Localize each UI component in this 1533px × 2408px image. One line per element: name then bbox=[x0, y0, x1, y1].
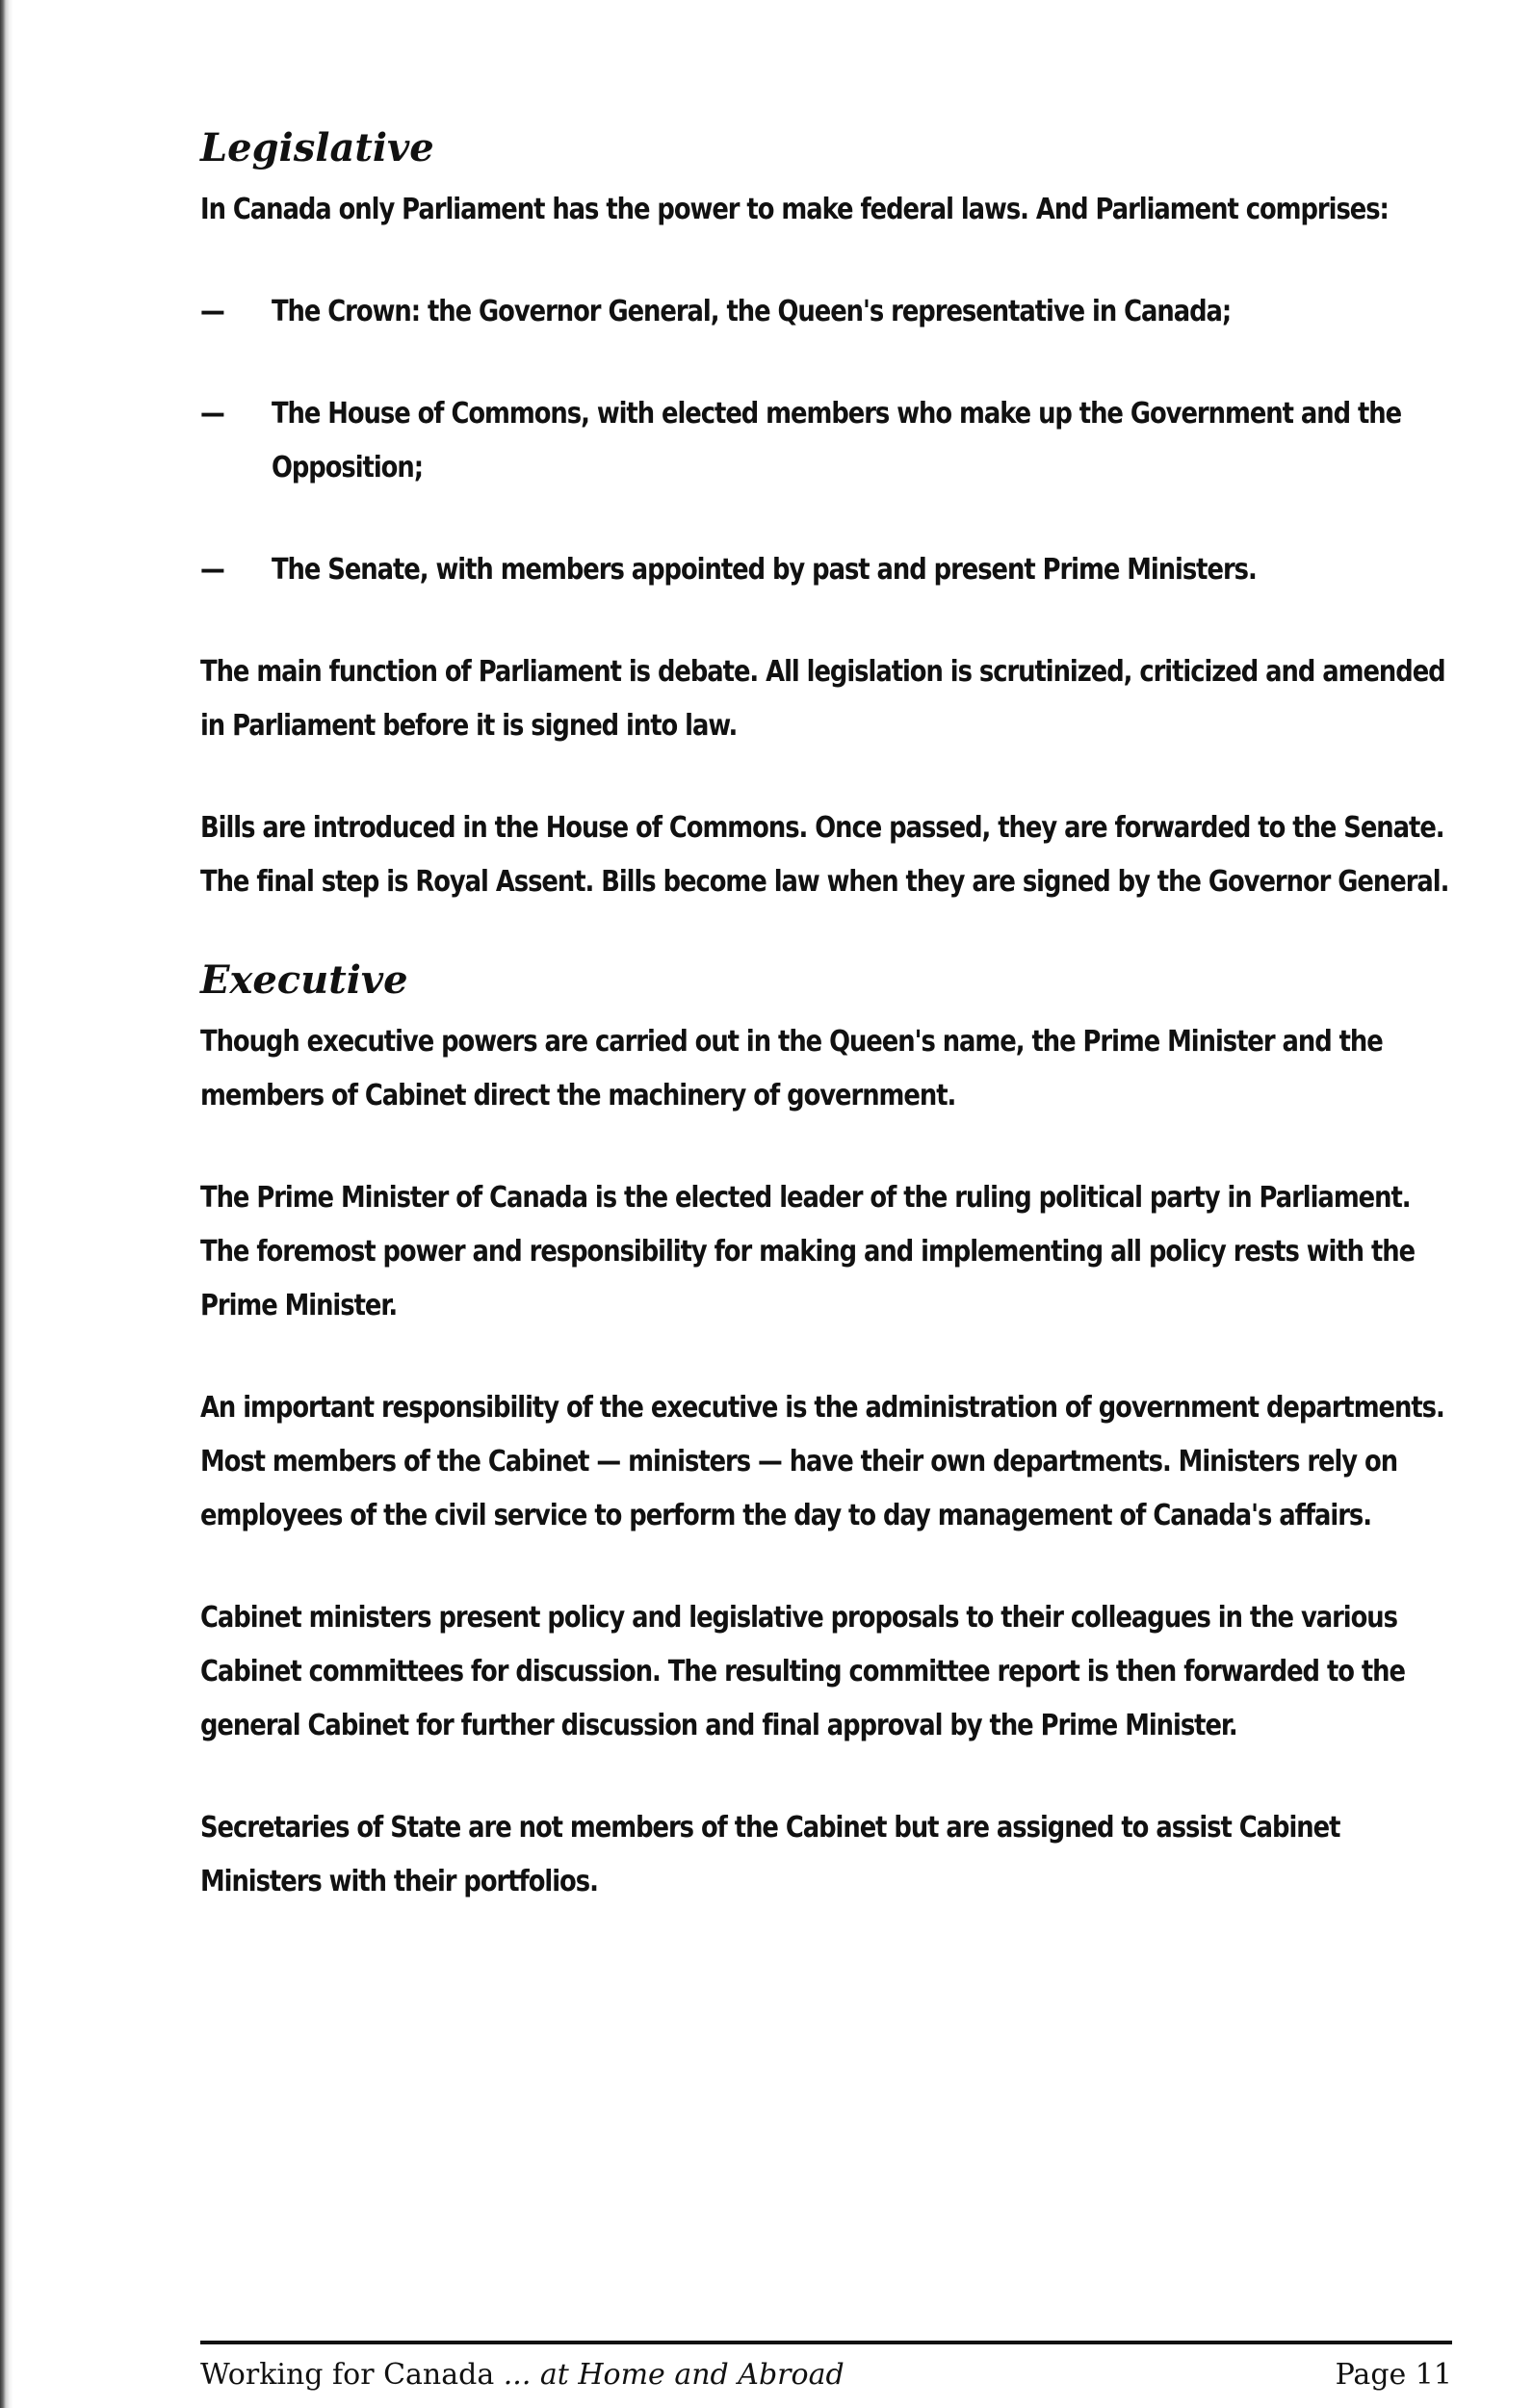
list-item-text: The House of Commons, with elected members who make up the Government and the Opposition; bbox=[271, 397, 1402, 484]
legislative-intro: In Canada only Parliament has the power to make federal laws. And Parliament comprises: bbox=[200, 193, 1389, 226]
dash-marker: — bbox=[200, 553, 224, 587]
list-item-senate bbox=[200, 543, 1523, 597]
paragraph-secretaries-of-state: Secretaries of State are not members of the Cabinet but are assigned to assist Cabinet Ministers with their portfolios. bbox=[200, 1811, 1340, 1898]
paragraph-administration: An important responsibility of the executive is the administration of government departments. Most members of the Cabinet — ministers — have their own departments. Ministers rely on employees of the civil service to perform the day to day management of Canada's affairs. bbox=[200, 1391, 1444, 1532]
list-item-crown bbox=[200, 285, 1523, 339]
publication-title: Working for Canada bbox=[200, 2358, 495, 2392]
publication-subtitle: ... at Home and Abroad bbox=[503, 2358, 844, 2392]
list-item-text: The Crown: the Governor General, the Queen's representative in Canada; bbox=[271, 295, 1232, 328]
paragraph-executive-powers: Though executive powers are carried out in the Queen's name, the Prime Minister and the members of Cabinet direct the machinery of government. bbox=[200, 1025, 1383, 1112]
list-item-text: The Senate, with members appointed by past and present Prime Ministers. bbox=[271, 553, 1257, 587]
paragraph-bills: Bills are introduced in the House of Commons. Once passed, they are forwarded to the Senate. The final step is Royal Assent. Bills become law when they are signed by the Governor General. bbox=[200, 811, 1449, 899]
scan-edge bbox=[0, 0, 13, 2408]
paragraph-cabinet-ministers: Cabinet ministers present policy and legislative proposals to their colleagues in the various Cabinet committees for discussion. The resulting committee report is then forwarded to the general Cabinet for further discussion and final approval by the Prime Minister. bbox=[200, 1601, 1405, 1742]
page-footer bbox=[200, 2356, 1452, 2395]
paragraph-parliament-function: The main function of Parliament is debate. All legislation is scrutinized, criticized and amended in Parliament before it is signed into law. bbox=[200, 655, 1445, 743]
section-heading-executive: Executive bbox=[200, 957, 408, 1003]
paragraph-prime-minister: The Prime Minister of Canada is the elected leader of the ruling political party in Parliament. The foremost power and responsibility for making and implementing all policy rests with the Prime Minister. bbox=[200, 1181, 1416, 1322]
page-number: Page 11 bbox=[1335, 2358, 1452, 2392]
document-page bbox=[200, 125, 1452, 1909]
list-item-house-of-commons bbox=[200, 387, 1523, 495]
footer-rule bbox=[200, 2341, 1452, 2344]
dash-marker: — bbox=[200, 295, 224, 328]
section-heading-legislative: Legislative bbox=[200, 125, 434, 170]
publication-name bbox=[200, 2356, 844, 2395]
dash-marker: — bbox=[200, 397, 224, 431]
